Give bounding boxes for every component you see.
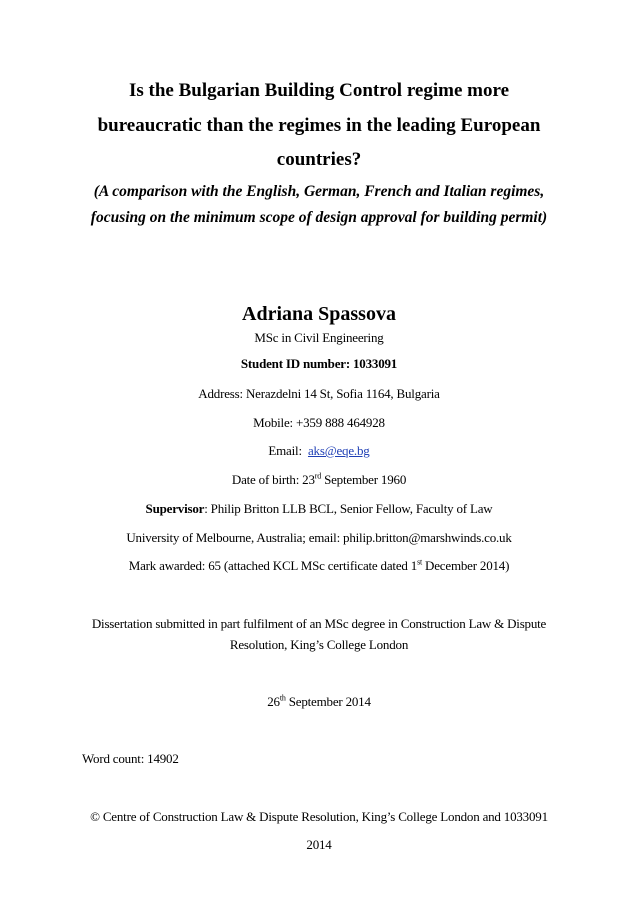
supervisor-label: Supervisor: [145, 501, 205, 516]
title-line-1: Is the Bulgarian Building Control regime more: [128, 80, 510, 101]
author-email-line: [0, 443, 638, 459]
subtitle-line-2: focusing on the minimum scope of design approval for building permit): [90, 209, 548, 226]
submission-date: [0, 694, 638, 710]
subtitle-line-1: (A comparison with the English, German, French and Italian regimes,: [93, 183, 545, 200]
date-of-birth: [0, 472, 638, 488]
title-line-2: bureaucratic than the regimes in the leading European: [97, 115, 541, 136]
author-address: Address: Nerazdelni 14 St, Sofia 1164, Bulgaria: [198, 386, 440, 401]
dob-sup: rd: [314, 471, 322, 481]
copyright-line-1: © Centre of Construction Law & Dispute Resolution, King’s College London and 1033091: [90, 809, 548, 824]
dissertation-line-2: Resolution, King’s College London: [229, 637, 409, 652]
dissertation-line-1: Dissertation submitted in part fulfilment of an MSc degree in Construction Law & Dispute: [91, 616, 547, 631]
supervisor-line-2: University of Melbourne, Australia; email: philip.britton@marshwinds.co.uk: [126, 530, 512, 545]
supervisor-details: : Philip Britton LLB BCL, Senior Fellow, Faculty of Law: [204, 501, 493, 516]
student-id: Student ID number: 1033091: [240, 356, 398, 371]
email-link[interactable]: aks@eqe.bg: [307, 443, 370, 458]
date-suffix: September 2014: [285, 694, 371, 709]
date-sup: th: [279, 693, 286, 703]
email-label: Email:: [268, 443, 302, 458]
dob-prefix: Date of birth: 23: [231, 472, 315, 487]
mark-prefix: Mark awarded: 65 (attached KCL MSc certificate dated 1: [128, 558, 418, 573]
dob-suffix: September 1960: [321, 472, 407, 487]
mark-sup: st: [417, 557, 422, 567]
title-line-3: countries?: [276, 149, 362, 170]
mark-suffix: December 2014): [422, 558, 510, 573]
date-prefix: 26: [267, 694, 280, 709]
author-name: Adriana Spassova: [242, 303, 396, 325]
mark-awarded: [0, 558, 638, 574]
supervisor-line-1: [0, 501, 638, 517]
author-degree: MSc in Civil Engineering: [254, 330, 384, 345]
word-count: Word count: 14902: [82, 751, 179, 766]
author-mobile: Mobile: +359 888 464928: [253, 415, 385, 430]
copyright-line-2: 2014: [306, 837, 332, 852]
